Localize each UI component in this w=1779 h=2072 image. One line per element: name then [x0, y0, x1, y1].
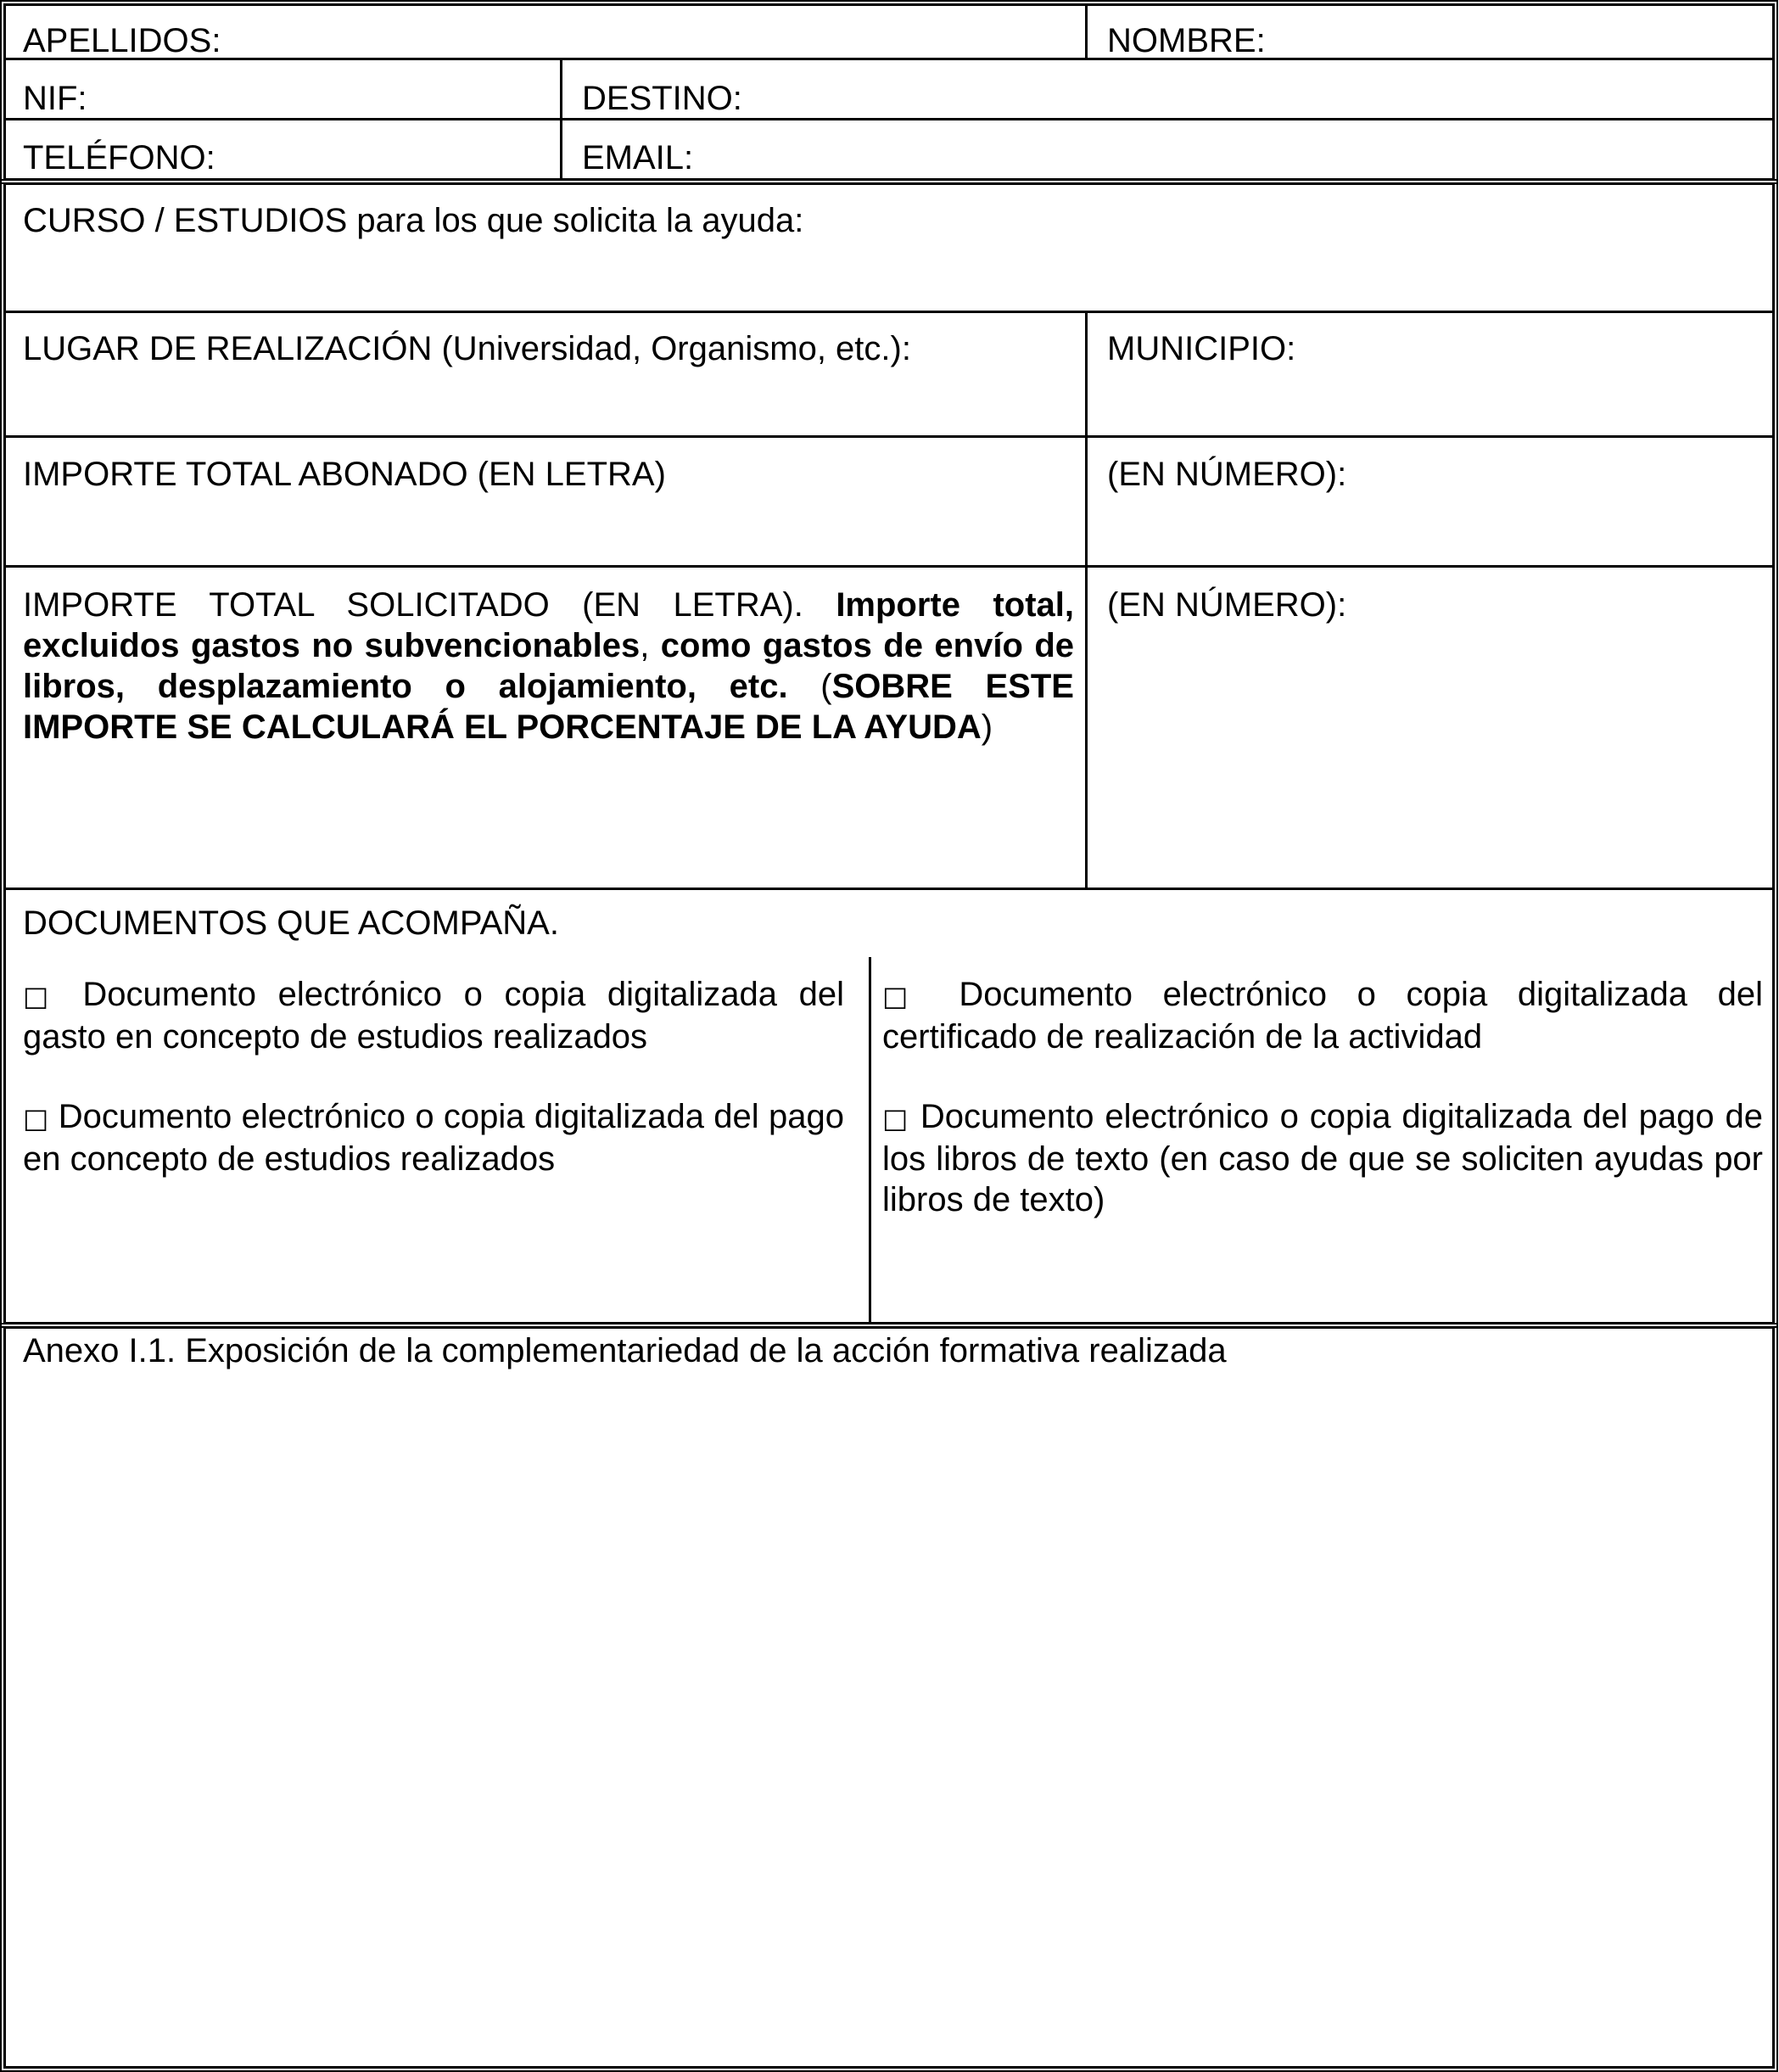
solicitado-text: )	[981, 708, 993, 746]
checkbox-icon[interactable]: □	[882, 980, 929, 1012]
divider	[869, 957, 871, 1324]
divider	[3, 311, 1775, 313]
solicitado-text: ,	[640, 627, 650, 664]
anexo-title: Anexo I.1. Exposición de la complementariedad de la acción formativa realizada	[23, 1332, 1227, 1369]
solicitado-bold: Importe total, excluidos gastos no subvencionables	[23, 586, 1074, 664]
checkbox-icon[interactable]: □	[23, 980, 61, 1012]
divider	[3, 435, 1775, 438]
importe-abonado-label: IMPORTE TOTAL ABONADO (EN LETRA)	[23, 456, 666, 493]
nombre-label: NOMBRE:	[1107, 22, 1266, 59]
municipio-label: MUNICIPIO:	[1107, 330, 1296, 367]
doc-item-label: Documento electrónico o copia digitalizada del gasto en concepto de estudios realizados	[23, 976, 844, 1056]
divider	[3, 565, 1775, 568]
anexo-box	[3, 1326, 1775, 2069]
divider	[1085, 3, 1088, 59]
curso-label: CURSO / ESTUDIOS para los que solicita la ayuda:	[23, 202, 804, 239]
en-numero-solicitado-label: (EN NÚMERO):	[1107, 586, 1347, 624]
divider	[3, 58, 1775, 60]
doc-item-label: Documento electrónico o copia digitalizada del pago en concepto de estudios realizados	[23, 1098, 844, 1178]
en-numero-abonado-label: (EN NÚMERO):	[1107, 456, 1347, 493]
divider	[560, 58, 562, 181]
telefono-label: TELÉFONO:	[23, 139, 215, 176]
doc-item-gasto	[23, 974, 844, 1057]
doc-item-label: Documento electrónico o copia digitalizada del certificado de realización de la actividad	[882, 976, 1763, 1056]
divider	[3, 118, 1775, 120]
doc-item-certificado	[882, 974, 1763, 1057]
doc-item-pago	[23, 1096, 844, 1179]
email-label: EMAIL:	[582, 139, 694, 176]
solicitado-bold: SOBRE ESTE IMPORTE SE CALCULARÁ EL PORCENTAJE DE LA AYUDA	[23, 668, 1074, 746]
doc-item-label: Documento electrónico o copia digitalizada del pago de los libros de texto (en caso de que se soliciten ayudas por libros de texto)	[882, 1098, 1763, 1218]
solicitado-text: IMPORTE TOTAL SOLICITADO (EN LETRA).	[23, 586, 803, 624]
checkbox-icon[interactable]: □	[23, 1102, 49, 1134]
personal-data-table	[3, 3, 1775, 181]
checkbox-icon[interactable]: □	[882, 1102, 910, 1134]
importe-solicitado-label	[23, 585, 1074, 748]
nif-label: NIF:	[23, 80, 87, 117]
apellidos-label: APELLIDOS:	[23, 22, 221, 59]
divider	[1085, 311, 1088, 889]
doc-item-libros	[882, 1096, 1763, 1220]
documentos-title: DOCUMENTOS QUE ACOMPAÑA.	[23, 904, 559, 942]
solicitado-bold: como gastos de envío de libros, desplazamiento o alojamiento, etc.	[23, 627, 1074, 705]
lugar-label: LUGAR DE REALIZACIÓN (Universidad, Organismo, etc.):	[23, 330, 911, 367]
solicitado-text: (	[820, 668, 832, 705]
divider	[3, 888, 1775, 890]
destino-label: DESTINO:	[582, 80, 742, 117]
